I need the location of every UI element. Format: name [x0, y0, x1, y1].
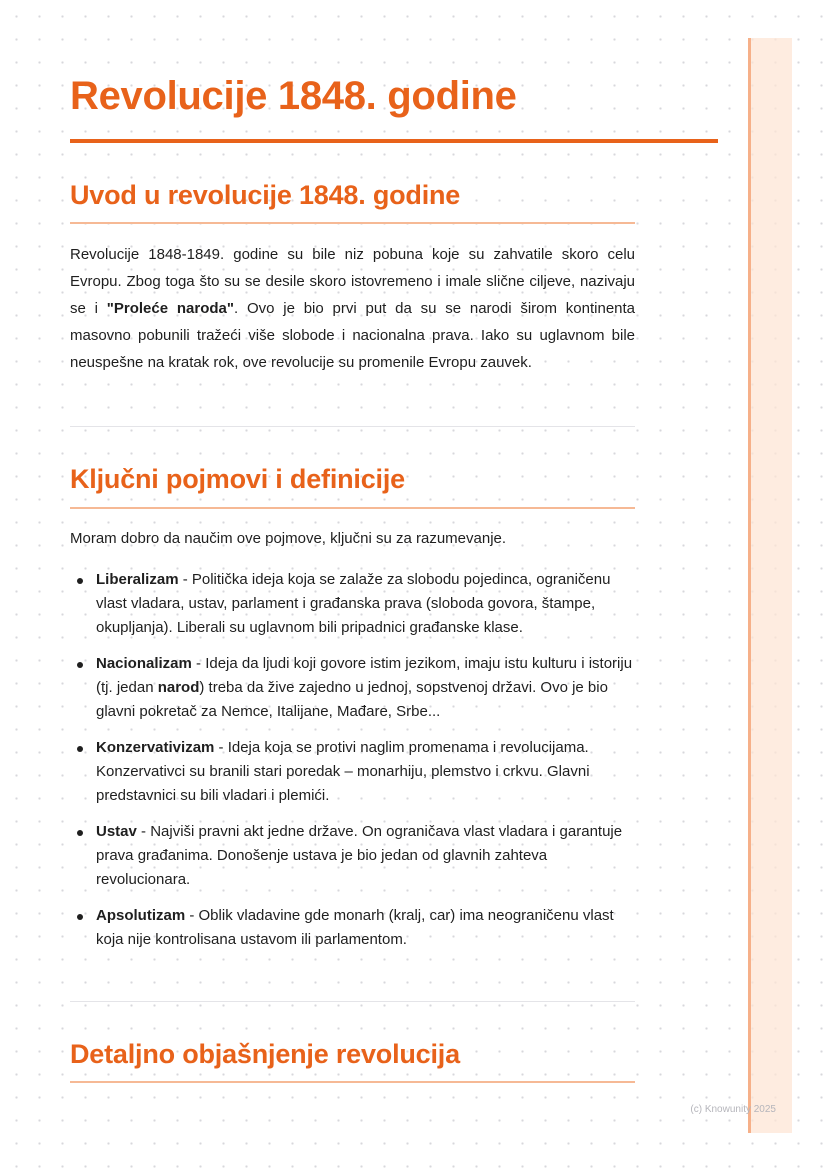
list-item — [70, 904, 640, 952]
terms-list — [70, 568, 640, 964]
terms-note: Moram dobro da naučim ove pojmove, ključni su za razumevanje. — [70, 530, 507, 547]
section-underline-terms — [70, 507, 635, 509]
copyright-footer: (c) Knowunity 2025 — [690, 1104, 776, 1115]
term-definition: - Politička ideja koja se zalaže za slobodu pojedinca, ograničenu vlast vladara, ustav, parlament i građanska prava (sloboda govora, štampe, okupljanja). Liberali su uglavnom bili pripadnici građanske klase. — [96, 571, 611, 636]
section-divider — [70, 426, 635, 427]
list-item — [70, 820, 640, 892]
intro-paragraph — [70, 241, 635, 376]
intro-bold-term: "Proleće naroda" — [106, 300, 234, 317]
term-name: Apsolutizam — [96, 907, 186, 924]
section-heading-terms: Ključni pojmovi i definicije — [70, 464, 405, 494]
term-definition: - Oblik vladavine gde monarh (kralj, car) ima neograničenu vlast koja nije kontrolisana ustavom ili parlamentom. — [96, 907, 614, 948]
margin-strip — [748, 38, 792, 1133]
list-item — [70, 652, 640, 724]
section-heading-details: Detaljno objašnjenje revolucija — [70, 1039, 460, 1069]
section-divider — [70, 1001, 635, 1002]
list-item — [70, 736, 640, 808]
term-name: Liberalizam — [96, 571, 179, 588]
title-underline — [70, 139, 718, 143]
page-title: Revolucije 1848. godine — [70, 74, 517, 118]
list-item — [70, 568, 640, 640]
margin-line — [748, 38, 751, 1133]
section-underline-intro — [70, 222, 635, 224]
section-heading-intro: Uvod u revolucije 1848. godine — [70, 180, 461, 210]
term-definition: - Ideja koja se protivi naglim promenama i revolucijama. Konzervativci su branili stari poredak – monarhiju, plemstvo i crkvu. Glavni predstavnici su bili vladari i plemići. — [96, 739, 590, 804]
section-underline-details — [70, 1081, 635, 1083]
term-definition-end: ) treba da žive zajedno u jednoj, sopstvenoj državi. Ovo je bio glavni pokretač za Nemce, Italijane, Mađare, Srbe... — [96, 679, 608, 720]
intro-text-end: . Ovo je bio prvi put da su se narodi širom kontinenta masovno pobunili tražeći više slobode i nacionalna prava. Iako su uglavnom bile neuspešne na kratak rok, ove revolucije su promenile Evropu zauvek. — [70, 300, 636, 371]
term-name: Ustav — [96, 823, 137, 840]
term-name: Nacionalizam — [96, 655, 192, 672]
term-definition: - Najviši pravni akt jedne države. On ograničava vlast vladara i garantuje prava građanima. Donošenje ustava je bio jedan od glavnih zahteva revolucionara. — [96, 823, 623, 888]
term-definition-bold: narod — [157, 679, 200, 696]
term-name: Konzervativizam — [96, 739, 215, 756]
intro-text-start: Revolucije 1848-1849. godine su bile niz pobuna koje su zahvatile skoro celu Evropu. Zbog toga što su se desile skoro istovremeno i imale slične ciljeve, nazivaju se i — [70, 246, 635, 317]
term-definition: - Ideja da ljudi koji govore istim jezikom, imaju istu kulturu i istoriju (tj. jedan — [96, 655, 633, 696]
